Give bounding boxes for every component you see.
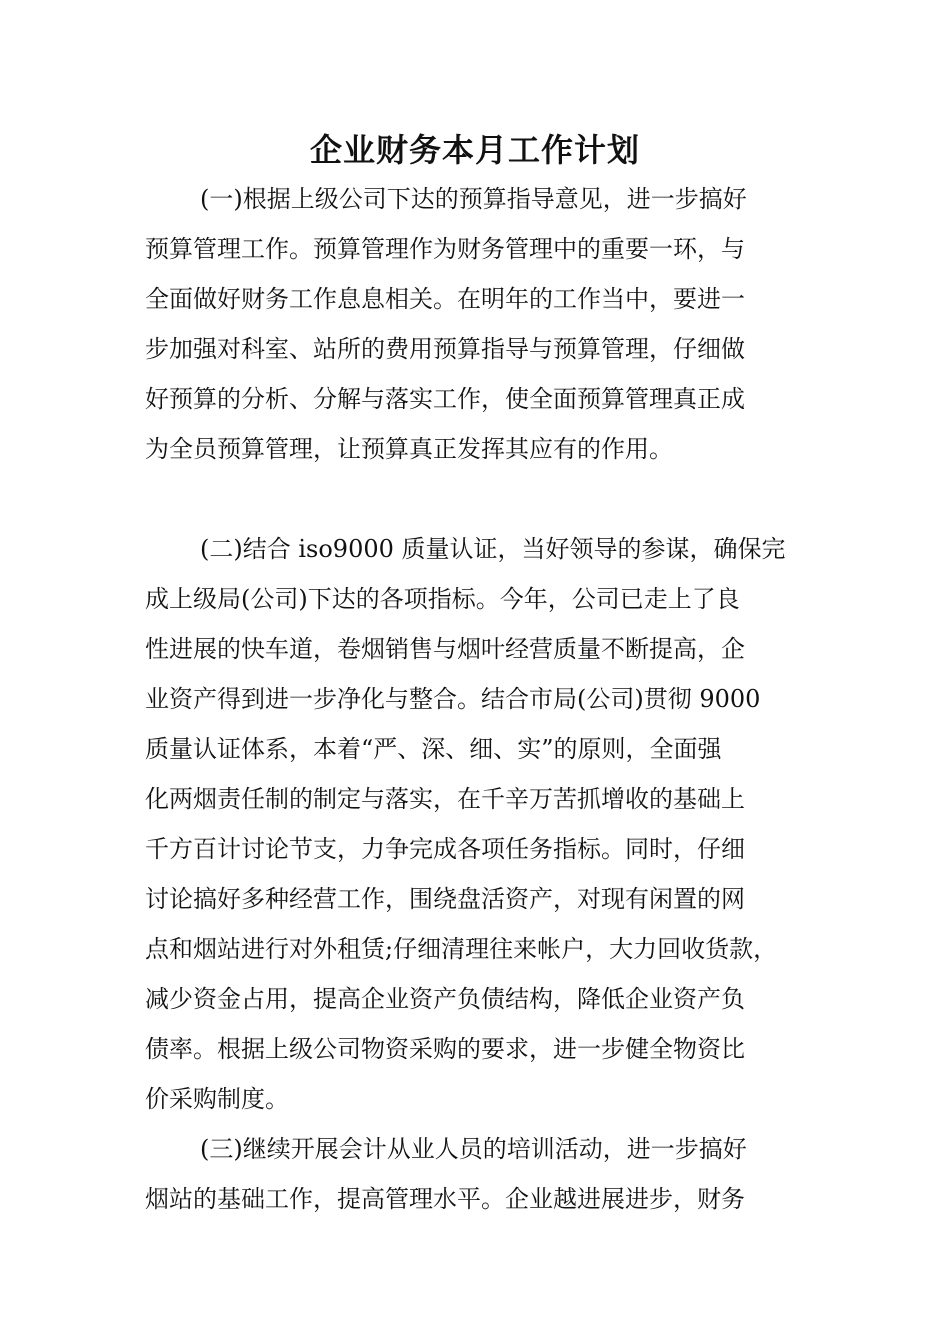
paragraph-line: 讨论搞好多种经营工作，围绕盘活资产，对现有闲置的网	[145, 885, 745, 913]
paragraph-line: 烟站的基础工作，提高管理水平。企业越进展进步，财务	[145, 1185, 745, 1213]
paragraph-line: 全面做好财务工作息息相关。在明年的工作当中，要进一	[145, 285, 745, 313]
paragraph-line: (一)根据上级公司下达的预算指导意见，进一步搞好	[200, 185, 747, 213]
paragraph-line: (二)结合 iso9000 质量认证，当好领导的参谋，确保完	[200, 535, 786, 563]
paragraph-line: 价采购制度。	[145, 1085, 289, 1113]
paragraph-line: 千方百计讨论节支，力争完成各项任务指标。同时，仔细	[145, 835, 745, 863]
paragraph-line: (三)继续开展会计从业人员的培训活动，进一步搞好	[200, 1135, 747, 1163]
paragraph-line: 为全员预算管理，让预算真正发挥其应有的作用。	[145, 435, 673, 463]
paragraph-line: 化两烟责任制的制定与落实，在千辛万苦抓增收的基础上	[145, 785, 745, 813]
paragraph-line: 减少资金占用，提高企业资产负债结构，降低企业资产负	[145, 985, 745, 1013]
paragraph-line: 性进展的快车道，卷烟销售与烟叶经营质量不断提高，企	[145, 635, 745, 663]
paragraph-line: 步加强对科室、站所的费用预算指导与预算管理，仔细做	[145, 335, 745, 363]
paragraph-line: 业资产得到进一步净化与整合。结合市局(公司)贯彻 9000	[145, 685, 761, 713]
paragraph-line: 债率。根据上级公司物资采购的要求，进一步健全物资比	[145, 1035, 745, 1063]
document-title: 企业财务本月工作计划	[309, 131, 640, 169]
paragraph-line: 成上级局(公司)下达的各项指标。今年，公司已走上了良	[145, 585, 740, 613]
paragraph-line: 质量认证体系，本着“严、深、细、实”的原则，全面强	[145, 735, 722, 763]
paragraph-line: 点和烟站进行对外租赁;仔细清理往来帐户，大力回收货款，	[145, 935, 778, 963]
paragraph-line: 好预算的分析、分解与落实工作，使全面预算管理真正成	[145, 385, 745, 413]
paragraph-line: 预算管理工作。预算管理作为财务管理中的重要一环，与	[145, 235, 745, 263]
